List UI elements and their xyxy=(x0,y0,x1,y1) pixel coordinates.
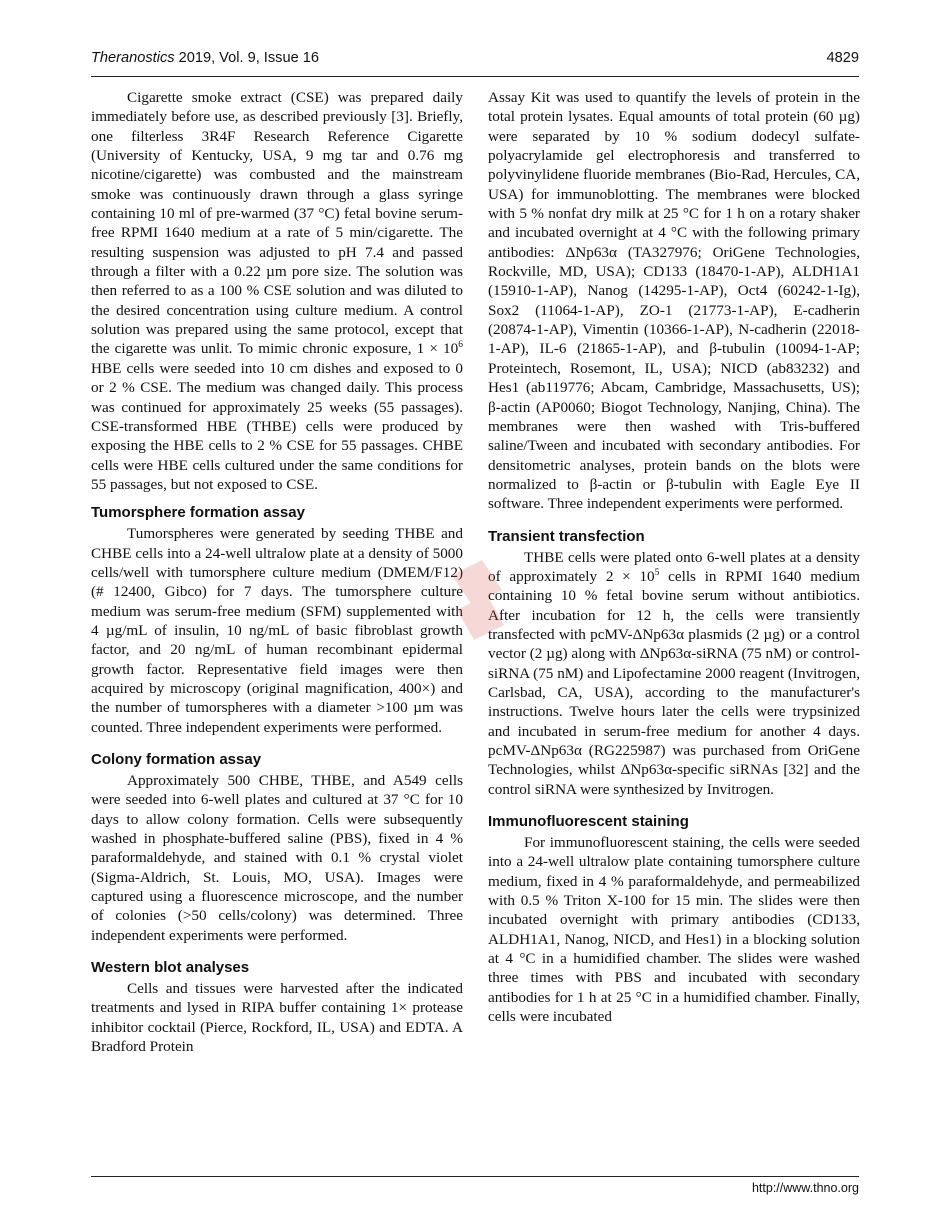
superscript: 6 xyxy=(458,340,463,351)
section-heading-immunofluorescent: Immunofluorescent staining xyxy=(488,813,689,831)
right-column xyxy=(488,88,860,1026)
paragraph-text: HBE cells were seeded into 10 cm dishes and exposed to 0 or 2 % CSE. The medium was changed daily. This process was continued for approximately 25 weeks (55 passages). CSE-transformed HBE (THBE) cells were produced by exposing the HBE cells to 2 % CSE for 55 passages. CHBE cells were HBE cells cultured under the same conditions for 55 passages, but not exposed to CSE. xyxy=(91,359,463,493)
paragraph-western-continued: Assay Kit was used to quantify the levels of protein in the total protein lysates. Equal amounts of total protein (60 µg) were separated by 10 % sodium dodecyl sulfate-polyacrylamide gel electrophoresis and transferred to polyvinylidene fluoride membranes (Bio-Rad, Hercules, CA, USA) for immunoblotting. The membranes were blocked with 5 % nonfat dry milk at 25 °C for 1 h on a rotary shaker and incubated overnight at 4 °C with the following primary antibodies: ΔNp63α (TA327976; OriGene Technologies, Rockville, MD, USA); CD133 (18470-1-AP), ALDH1A1 (15910-1-AP), Nanog (14295-1-AP), Oct4 (60242-1-Ig), Sox2 (11064-1-AP), ZO-1 (21773-1-AP), E-cadherin (20874-1-AP), Vimentin (10366-1-AP), N-cadherin (22018-1-AP), IL-6 (21865-1-AP), and β-tubulin (10094-1-AP; Proteintech, Rosemont, IL, USA); NICD (ab83232) and Hes1 (ab119776; Abcam, Cambridge, Massachusetts, US); β-actin (AP0060; Biogot Technology, Nanjing, China). The membranes were then washed with Tris-buffered saline/Tween and incubated with secondary antibodies. For densitometric analyses, protein bands on the blots were normalized to β-actin or β-tubulin with Eagle Eye II software. Three independent experiments were performed. xyxy=(488,89,860,513)
footer-url: http://www.thno.org xyxy=(751,1181,859,1195)
running-header xyxy=(91,50,859,72)
footer-rule xyxy=(91,1176,859,1177)
section-heading-tumorsphere: Tumorsphere formation assay xyxy=(91,504,305,522)
paragraph-text: cells in RPMI 1640 medium containing 10 % fetal bovine serum without antibiotics. After incubation for 12 h, the cells were transiently transfected with pcMV-ΔNp63α plasmids (2 µg) or a control vector (2 µg) along with ΔNp63α-siRNA (75 nM) or control-siRNA (75 nM) and Lipofectamine 2000 reagent (Invitrogen, Carlsbad, CA, USA), according to the manufacturer's instructions. Twelve hours later the cells were trypsinized and incubated in serum-free medium for another 4 days. pcMV-ΔNp63α (RG225987) was purchased from OriGene Technologies, whilst ΔNp63α-specific siRNAs [32] and the control siRNA were synthesized by Invitrogen. xyxy=(488,567,860,798)
paragraph-western: Cells and tissues were harvested after the indicated treatments and lysed in RIPA buffer containing 1× protease inhibitor cocktail (Pierce, Rockford, IL, USA) and EDTA. A Bradford Protein xyxy=(91,980,463,1056)
page-number: 4829 xyxy=(826,50,859,66)
paragraph-text: Cigarette smoke extract (CSE) was prepared daily immediately before use, as described previously [3]. Briefly, one filterless 3R4F Research Reference Cigarette (University of Kentucky, USA, 9 mg tar and 0.76 mg nicotine/cigarette) was combusted and the mainstream smoke was continuously drawn through a glass syringe containing 10 ml of pre-warmed (37 °C) fetal bovine serum-free RPMI 1640 medium at a rate of 5 min/cigarette. The resulting suspension was adjusted to pH 7.4 and passed through a filter with a 0.22 µm pore size. The solution was then referred to as a 100 % CSE solution and was diluted to the desired concentration using culture medium. A control solution was prepared using the same protocol, except that the cigarette was unlit. To mimic chronic exposure, 1 × 10 xyxy=(91,89,463,358)
paragraph-transfection xyxy=(488,548,860,799)
left-column xyxy=(91,88,463,1056)
superscript: 5 xyxy=(654,567,660,578)
paragraph-colony: Approximately 500 CHBE, THBE, and A549 cells were seeded into 6-well plates and cultured at 37 °C for 10 days to allow colony formation. Cells were subsequently washed in phosphate-buffered saline (PBS), fixed in 4 % paraformaldehyde, and stained with 0.1 % crystal violet (Sigma-Aldrich, St. Louis, MO, USA). Images were captured using a fluorescence microscope, and the number of colonies (>50 cells/colony) was determined. Three independent experiments were performed. xyxy=(91,772,463,944)
section-heading-colony: Colony formation assay xyxy=(91,751,262,768)
paragraph-text: THBE cells were plated onto 6-well plates at a density of approximately 2 × 10 xyxy=(488,548,860,585)
journal-name: Theranostics xyxy=(91,50,175,66)
section-heading-transfection: Transient transfection xyxy=(488,527,645,545)
volume-issue: 2019, Vol. 9, Issue 16 xyxy=(174,50,319,66)
header-rule xyxy=(91,76,859,77)
journal-citation xyxy=(91,50,319,66)
paragraph-immunofluorescent: For immunofluorescent staining, the cells were seeded into a 24-well ultralow plate containing tumorsphere culture medium, fixed in 4 % paraformaldehyde, and permeabilized with 0.5 % Triton X-100 for 15 min. The slides were then incubated overnight with primary antibodies (CD133, ALDH1A1, Nanog, NICD, and Hes1) in a blocking solution at 4 °C in a humidified chamber. The slides were washed three times with PBS and incubated with secondary antibodies for 1 h at 25 °C in a humidified chamber. Finally, cells were incubated xyxy=(488,834,860,1026)
paragraph-cse xyxy=(91,88,463,494)
paragraph-tumorsphere: Tumorspheres were generated by seeding THBE and CHBE cells into a 24-well ultralow plate at a density of 5000 cells/well with tumorsphere culture medium (DMEM/F12) (# 12400, Gibco) for 7 days. The tumorsphere culture medium was serum-free medium (SFM) supplemented with 4 µg/mL of insulin, 10 ng/mL of basic fibroblast growth factor, and 20 ng/mL of human recombinant epidermal growth factor. Representative field images were then acquired by microscopy (original magnification, 400×) and the number of tumorspheres with a diameter >100 µm was counted. Three independent experiments were performed. xyxy=(91,525,463,736)
section-heading-western: Western blot analyses xyxy=(91,959,250,977)
